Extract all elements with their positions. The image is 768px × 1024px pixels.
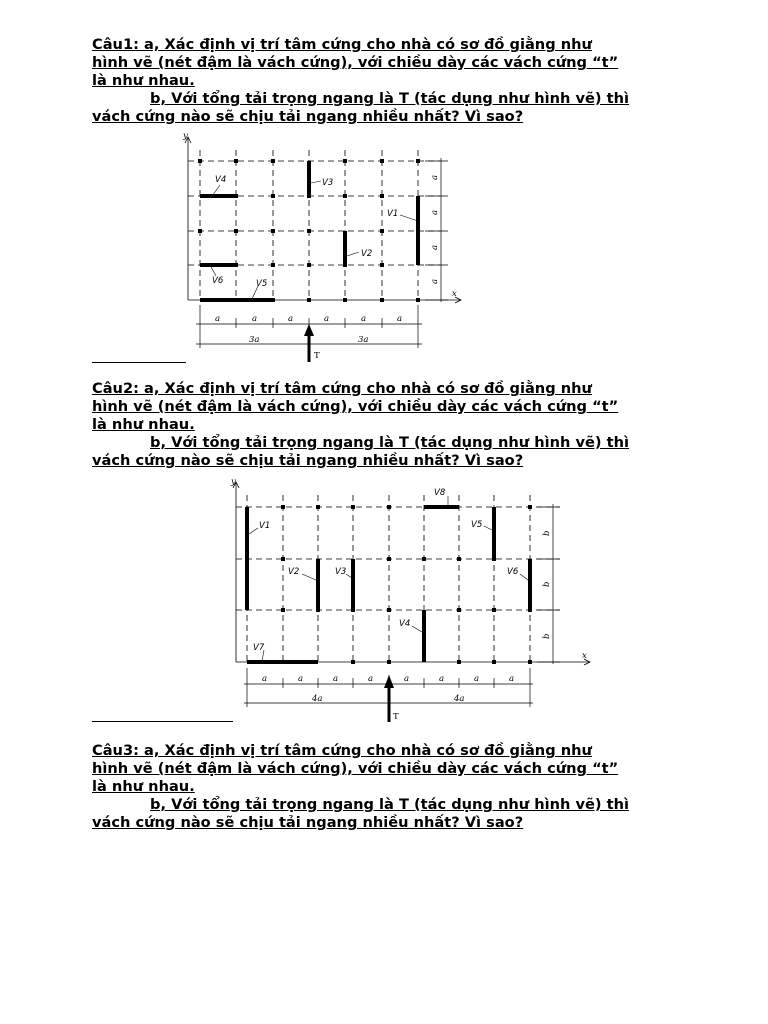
question-2-line-4: b, Với tổng tải trọng ngang là T (tác dụng như hình vẽ) thì xyxy=(150,434,629,451)
figure-2-label-v6: V6 xyxy=(507,567,519,577)
figure-1-dim-bottom-3: a xyxy=(288,314,294,324)
figure-1-dim-bottom-1: a xyxy=(215,314,221,324)
figure-1-dim-bottom-5: a xyxy=(361,314,367,324)
question-1-line-2: hình vẽ (nét đậm là vách cứng), với chiều dày các vách cứng “t” xyxy=(92,54,619,71)
figure-2-svg xyxy=(0,470,768,730)
figure-2-axis-y-label: y xyxy=(231,477,236,487)
figure-1-label-v2: V2 xyxy=(361,249,373,259)
question-3 xyxy=(92,742,712,832)
figure-2-label-v8: V8 xyxy=(434,488,446,498)
figure-2-dim-bottom-4: a xyxy=(368,674,374,684)
question-3-line-3: là như nhau. xyxy=(92,778,195,795)
figure-2-dim-bottom-5: a xyxy=(404,674,410,684)
question-1-line-4: b, Với tổng tải trọng ngang là T (tác dụng như hình vẽ) thì xyxy=(150,90,629,107)
figure-1-label-v5: V5 xyxy=(256,279,268,289)
figure-2-axis-x-label: x xyxy=(582,651,587,661)
question-1-line-1: Câu1: a, Xác định vị trí tâm cứng cho nhà có sơ đồ giằng như xyxy=(92,36,592,53)
question-3-line-1: Câu3: a, Xác định vị trí tâm cứng cho nhà có sơ đồ giằng như xyxy=(92,742,592,759)
figure-2-dim-4a-right: 4a xyxy=(454,694,465,704)
figure-2-label-v2: V2 xyxy=(288,567,300,577)
question-1-line-5: vách cứng nào sẽ chịu tải ngang nhiều nhất? Vì sao? xyxy=(92,108,524,125)
figure-2-label-v4: V4 xyxy=(399,619,411,629)
figure-2-axes xyxy=(233,482,590,665)
figure-2-dim-right-2: b xyxy=(542,581,552,587)
figure-2-dim-bottom-7: a xyxy=(474,674,480,684)
figure-1-axis-y-label: y xyxy=(183,131,188,141)
figure-2-floor-plan xyxy=(0,470,768,730)
figure-2-label-v7: V7 xyxy=(253,643,265,653)
figure-2-dim-bottom-2: a xyxy=(298,674,304,684)
figure-1-dim-right-2: a xyxy=(430,209,440,215)
figure-1-dim-right-4: a xyxy=(430,278,440,284)
question-1-line-3: là như nhau. xyxy=(92,72,195,89)
figure-2-grid xyxy=(236,495,560,662)
figure-1-dim-bottom-2: a xyxy=(252,314,258,324)
question-3-line-5: vách cứng nào sẽ chịu tải ngang nhiều nhất? Vì sao? xyxy=(92,814,524,831)
question-2-line-3: là như nhau. xyxy=(92,416,195,433)
question-2-line-1: Câu2: a, Xác định vị trí tâm cứng cho nhà có sơ đồ giằng như xyxy=(92,380,592,397)
figure-1-label-v6: V6 xyxy=(212,276,224,286)
figure-1-dim-3a-right: 3a xyxy=(358,335,369,345)
figure-1-dim-bottom-4: a xyxy=(324,314,330,324)
figure-2-dim-bottom-3: a xyxy=(333,674,339,684)
figure-1-label-v4: V4 xyxy=(215,175,227,185)
figure-2-dim-bottom-1: a xyxy=(262,674,268,684)
figure-1-dim-right-1: a xyxy=(430,174,440,180)
question-2 xyxy=(92,380,712,470)
figure-2-dim-4a-left: 4a xyxy=(312,694,323,704)
figure-1-dim-right-3: a xyxy=(430,244,440,250)
figure-2-dim-right-3: b xyxy=(542,633,552,639)
figure-2-label-v3: V3 xyxy=(335,567,347,577)
figure-1-svg xyxy=(0,0,768,380)
separator-1 xyxy=(92,362,186,363)
figure-2-label-v1: V1 xyxy=(259,521,271,531)
figure-2-dim-bottom-8: a xyxy=(509,674,515,684)
figure-1-load-arrow xyxy=(304,324,314,362)
question-2-line-2: hình vẽ (nét đậm là vách cứng), với chiều dày các vách cứng “t” xyxy=(92,398,619,415)
figure-1-dim-bottom-6: a xyxy=(397,314,403,324)
figure-2-load-label: T xyxy=(393,712,399,722)
question-3-line-2: hình vẽ (nét đậm là vách cứng), với chiều dày các vách cứng “t” xyxy=(92,760,619,777)
figure-1-label-v3: V3 xyxy=(322,178,334,188)
figure-2-label-v5: V5 xyxy=(471,520,483,530)
figure-1-dim-3a-left: 3a xyxy=(249,335,260,345)
question-2-line-5: vách cứng nào sẽ chịu tải ngang nhiều nhất? Vì sao? xyxy=(92,452,524,469)
figure-1-axis-x-label: x xyxy=(452,289,457,299)
figure-1-floor-plan xyxy=(0,0,768,380)
figure-1-label-v1: V1 xyxy=(387,209,399,219)
figure-1-grid xyxy=(188,150,440,300)
separator-2 xyxy=(92,721,233,722)
figure-2-dim-right-1: b xyxy=(542,530,552,536)
figure-2-dim-bottom-6: a xyxy=(439,674,445,684)
figure-1-load-label: T xyxy=(314,351,320,361)
question-3-line-4: b, Với tổng tải trọng ngang là T (tác dụng như hình vẽ) thì xyxy=(150,796,629,813)
